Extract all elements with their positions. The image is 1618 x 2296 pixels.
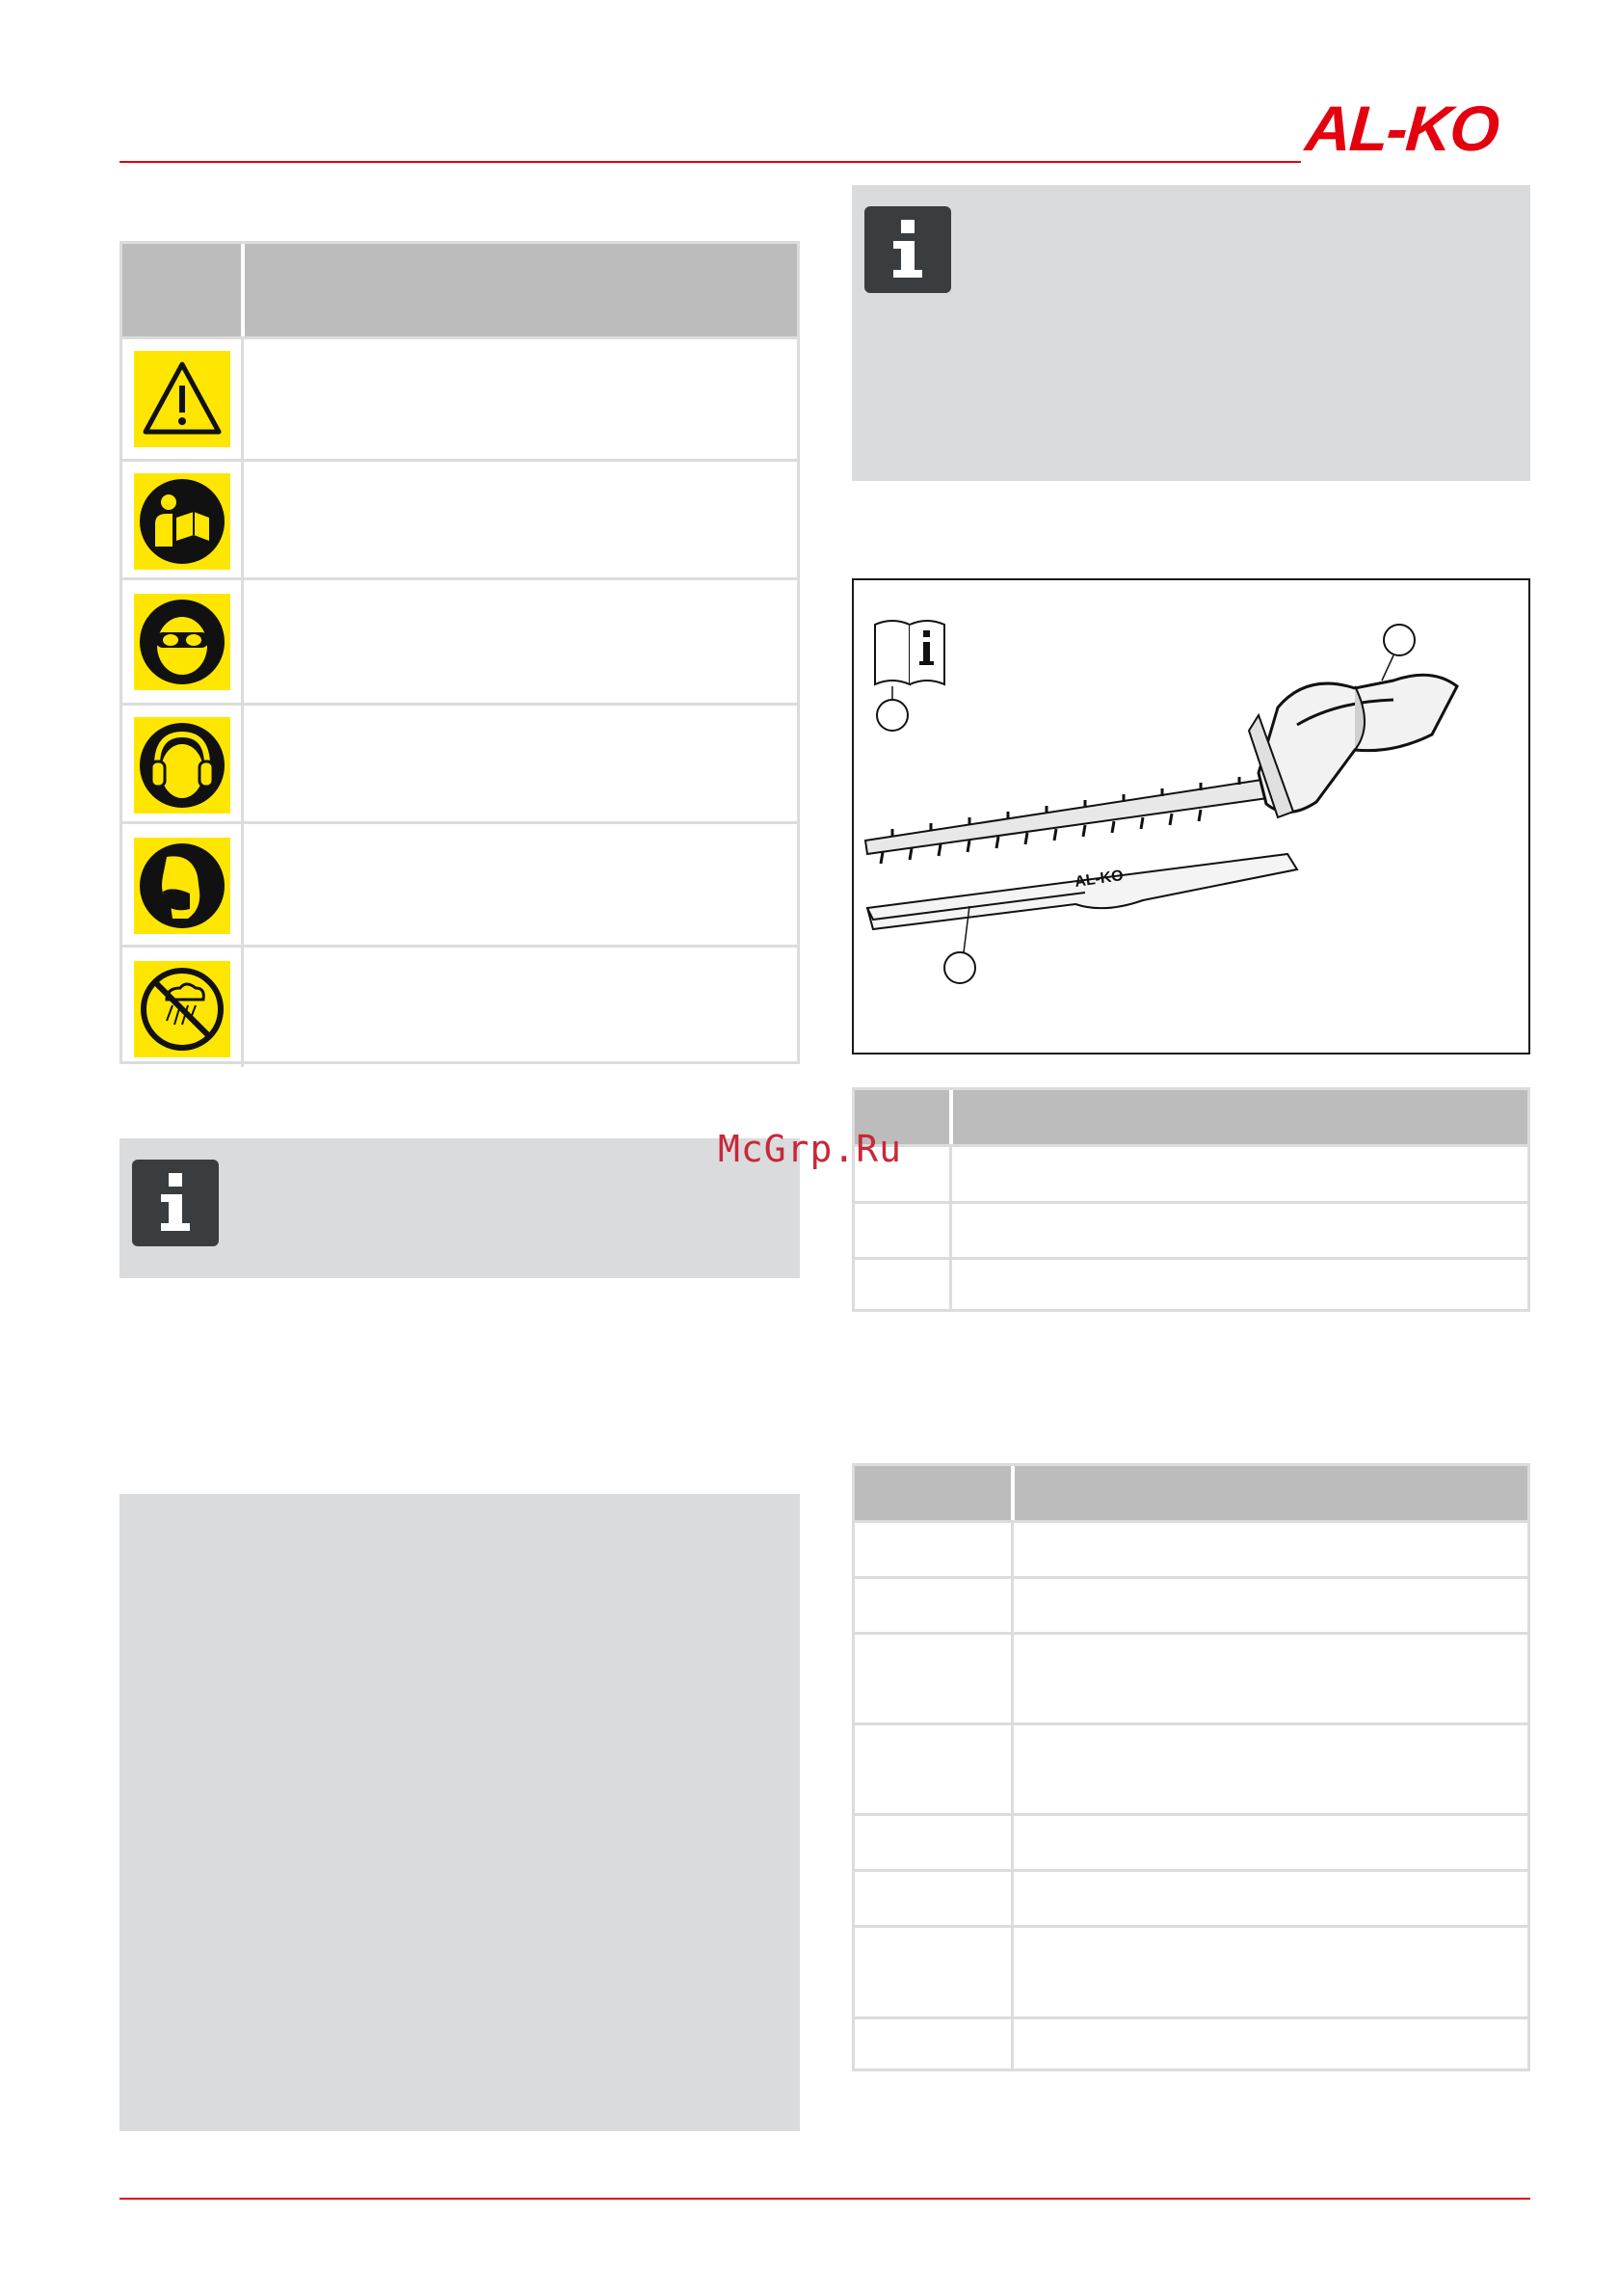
watermark: McGrp.Ru bbox=[718, 1128, 903, 1170]
table-header bbox=[855, 1090, 1527, 1144]
table-row bbox=[855, 1925, 1527, 2016]
table-row bbox=[855, 1869, 1527, 1925]
table-row bbox=[855, 1722, 1527, 1813]
no-rain-icon bbox=[134, 961, 230, 1057]
table-row bbox=[855, 1144, 1527, 1201]
blade-guard-drawing bbox=[867, 854, 1297, 929]
svg-text:AL-KO: AL-KO bbox=[1074, 868, 1125, 891]
table-row bbox=[122, 821, 797, 945]
warning-triangle-icon bbox=[134, 351, 230, 447]
table-row bbox=[122, 459, 797, 577]
safety-goggles-icon bbox=[134, 594, 230, 690]
manual-book-icon bbox=[875, 621, 944, 684]
al-ko-logo: AL-KO bbox=[1303, 93, 1500, 164]
table-row bbox=[855, 1257, 1527, 1312]
table-header bbox=[855, 1466, 1527, 1520]
table-row bbox=[122, 336, 797, 459]
table-row bbox=[855, 1520, 1527, 1576]
table-row bbox=[122, 945, 797, 1067]
info-icon bbox=[864, 206, 951, 293]
table-row bbox=[855, 1813, 1527, 1869]
dust-mask-icon bbox=[134, 838, 230, 934]
technical-data-table bbox=[852, 1463, 1530, 2071]
ear-protection-icon bbox=[134, 717, 230, 814]
warning-notice-box bbox=[119, 1494, 800, 2131]
table-row bbox=[122, 577, 797, 703]
safety-symbols-table bbox=[119, 241, 800, 1064]
table-row bbox=[855, 1576, 1527, 1632]
footer-rule bbox=[119, 2198, 1530, 2200]
info-icon bbox=[132, 1160, 219, 1246]
table-row bbox=[855, 1632, 1527, 1722]
table-row bbox=[855, 2016, 1527, 2071]
table-row bbox=[122, 703, 797, 821]
table-header bbox=[122, 244, 797, 336]
info-note-box-right bbox=[852, 185, 1530, 481]
hedge-trimmer-drawing bbox=[865, 675, 1457, 864]
product-overview-figure bbox=[852, 578, 1530, 1055]
table-row bbox=[855, 1201, 1527, 1257]
info-note-box bbox=[119, 1138, 800, 1278]
parts-table bbox=[852, 1087, 1530, 1312]
read-manual-icon bbox=[134, 473, 230, 570]
hedge-trimmer-illustration bbox=[854, 580, 1528, 1053]
header-rule bbox=[119, 161, 1301, 163]
